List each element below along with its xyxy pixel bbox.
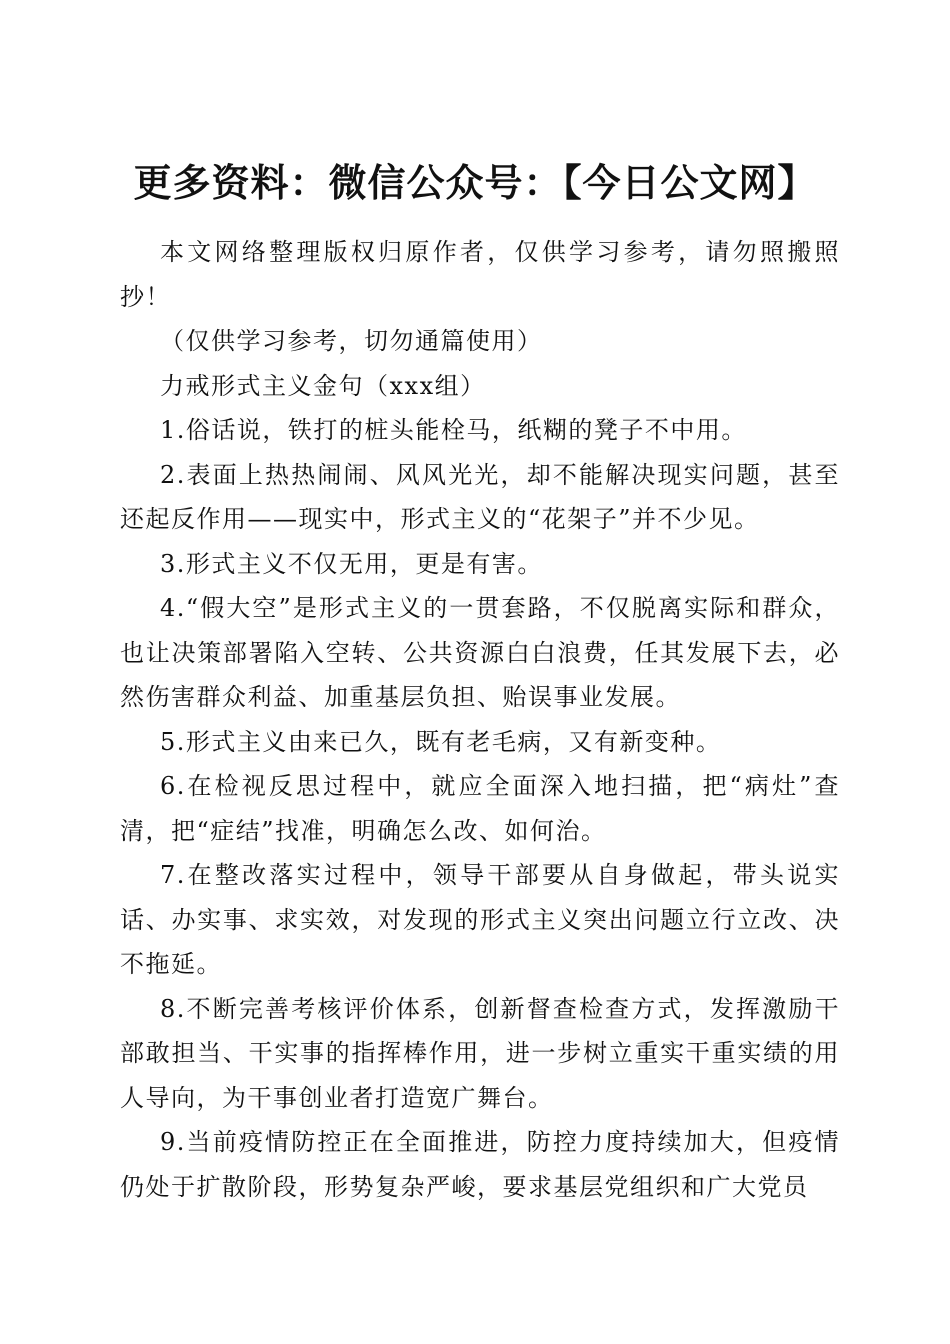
paragraph-copyright-notice: 本文网络整理版权归原作者，仅供学习参考，请勿照搬照抄！ <box>120 238 840 311</box>
paragraph-item-8: 8.不断完善考核评价体系，创新督查检查方式，发挥激励干部敢担当、干实事的指挥棒作用，进一步树立重实干重实绩的用人导向，为干事创业者打造宽广舞台。 <box>120 994 840 1112</box>
paragraph-usage-note: （仅供学习参考，切勿通篇使用） <box>160 327 543 355</box>
paragraph-item-3: 3.形式主义不仅无用，更是有害。 <box>160 549 543 578</box>
paragraph-item-9: 9.当前疫情防控正在全面推进，防控力度持续加大，但疫情仍处于扩散阶段，形势复杂严峻，要求基层党组织和广大党员 <box>120 1128 840 1201</box>
paragraph-item-6: 6.在检视反思过程中，就应全面深入地扫描，把“病灶”查清，把“症结”找准，明确怎么改、如何治。 <box>120 772 840 845</box>
paragraph-item-4: 4.“假大空”是形式主义的一贯套路，不仅脱离实际和群众，也让决策部署陷入空转、公共资源白白浪费，任其发展下去，必然伤害群众利益、加重基层负担、贻误事业发展。 <box>120 594 840 711</box>
paragraph-item-1: 1.俗话说，铁打的桩头能栓马，纸糊的凳子不中用。 <box>160 416 747 444</box>
paragraph-item-7: 7.在整改落实过程中，领导干部要从自身做起，带头说实话、办实事、求实效，对发现的形式主义突出问题立行立改、决不拖延。 <box>120 861 840 978</box>
document-title: 更多资料：微信公众号：【今日公文网】 <box>133 160 817 206</box>
paragraph-item-5: 5.形式主义由来已久，既有老毛病，又有新变种。 <box>160 727 722 756</box>
document-body <box>120 230 840 1209</box>
paragraph-section-heading: 力戒形式主义金句（xxx组） <box>160 371 486 400</box>
paragraph-item-2: 2.表面上热热闹闹、风风光光，却不能解决现实问题，甚至还起反作用——现实中，形式主义的“花架子”并不少见。 <box>120 460 840 533</box>
